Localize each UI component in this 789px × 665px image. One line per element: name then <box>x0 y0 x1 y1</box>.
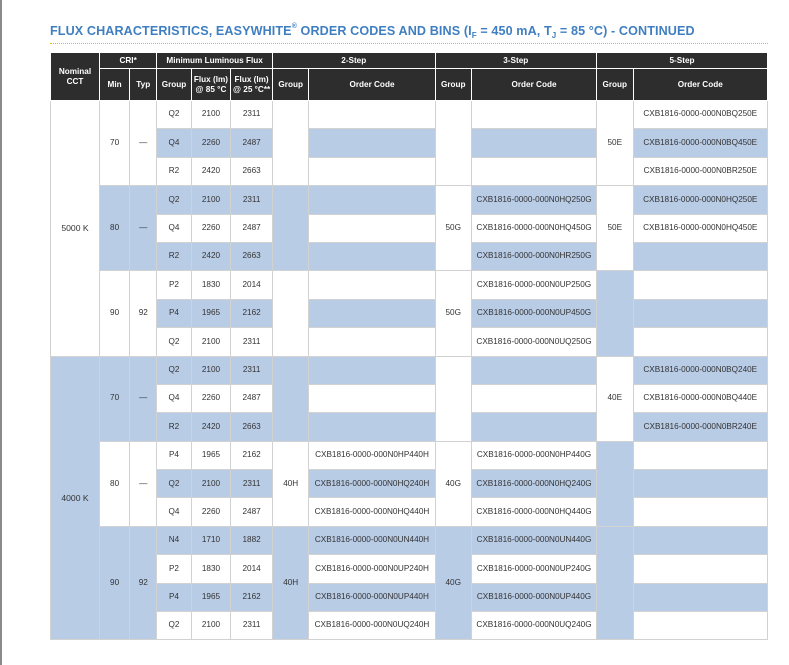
step5-code-cell: CXB1816-0000-000N0BR250E <box>633 157 768 185</box>
step5-code-cell: CXB1816-0000-000N0HQ250E <box>633 186 768 214</box>
flux-85-cell: 2420 <box>191 242 231 270</box>
flux-85-cell: 2100 <box>191 356 231 384</box>
step3-code-cell: CXB1816-0000-000N0UP450G <box>471 299 596 327</box>
step5-code-cell <box>633 498 768 526</box>
flux-group-cell: R2 <box>157 157 191 185</box>
flux-85-cell: 2100 <box>191 101 231 129</box>
flux-group-cell: Q4 <box>157 384 191 412</box>
page-frame-edge <box>0 0 2 665</box>
table-row <box>51 157 768 185</box>
flux-group-cell: P4 <box>157 441 191 469</box>
step2-group-cell <box>272 186 308 271</box>
header-3-step-order-code: Order Code <box>471 69 596 101</box>
step5-group-cell: 50E <box>597 101 633 186</box>
cri-typ-cell: — <box>130 356 157 441</box>
step5-code-cell <box>633 242 768 270</box>
cri-typ-cell: — <box>130 101 157 186</box>
flux-85-cell: 2260 <box>191 214 231 242</box>
step3-code-cell: CXB1816-0000-000N0HQ440G <box>471 498 596 526</box>
cri-min-cell: 90 <box>99 526 129 640</box>
header-5-step-order-code: Order Code <box>633 69 768 101</box>
step2-code-cell <box>309 299 435 327</box>
table-row <box>51 356 768 384</box>
page-title: FLUX CHARACTERISTICS, EASYWHITE® ORDER CODES AND BINS ($I_F = 450$ mA, $T_J = 85$ °C) - CONTINUED <box>50 23 695 40</box>
header-2-step-group: Group <box>272 69 308 101</box>
step5-code-cell <box>633 555 768 583</box>
step3-group-cell: 40G <box>435 526 471 640</box>
flux-25-cell: 2311 <box>231 328 273 356</box>
step2-code-cell: CXB1816-0000-000N0UP440H <box>309 583 435 611</box>
flux-group-cell: N4 <box>157 526 191 554</box>
step3-group-cell <box>435 356 471 441</box>
flux-25-cell: 2311 <box>231 470 273 498</box>
step2-code-cell: CXB1816-0000-000N0HP440H <box>309 441 435 469</box>
flux-group-cell: Q2 <box>157 612 191 640</box>
step2-code-cell: CXB1816-0000-000N0HQ240H <box>309 470 435 498</box>
step2-code-cell: CXB1816-0000-000N0UP240H <box>309 555 435 583</box>
step2-code-cell <box>309 271 435 299</box>
header-flux-85: Flux (lm) @ 85 °C <box>191 69 231 101</box>
step5-group-cell: 50E <box>597 186 633 271</box>
step3-code-cell: CXB1816-0000-000N0HQ450G <box>471 214 596 242</box>
flux-85-cell: 2100 <box>191 470 231 498</box>
flux-group-cell: Q2 <box>157 470 191 498</box>
step2-code-cell: CXB1816-0000-000N0UQ240H <box>309 612 435 640</box>
header-min: Min <box>99 69 129 101</box>
cri-typ-cell: — <box>130 186 157 271</box>
header-3-step-group: Group <box>435 69 471 101</box>
table-row <box>51 384 768 412</box>
step2-code-cell: CXB1816-0000-000N0HQ440H <box>309 498 435 526</box>
flux-25-cell: 2487 <box>231 384 273 412</box>
step5-group-cell <box>597 526 633 640</box>
header-group: Group <box>157 69 191 101</box>
table-row <box>51 186 768 214</box>
step3-code-cell <box>471 384 596 412</box>
header-nominal-cct: Nominal CCT <box>51 53 100 101</box>
table-row <box>51 498 768 526</box>
cri-min-cell: 80 <box>99 441 129 526</box>
flux-85-cell: 1965 <box>191 441 231 469</box>
step2-group-cell <box>272 271 308 356</box>
table-row <box>51 271 768 299</box>
step2-code-cell: CXB1816-0000-000N0UN440H <box>309 526 435 554</box>
flux-group-cell: Q4 <box>157 498 191 526</box>
header-2-step: 2-Step <box>272 53 435 69</box>
flux-85-cell: 2100 <box>191 328 231 356</box>
header-cri: CRI* <box>99 53 156 69</box>
step5-code-cell: CXB1816-0000-000N0BQ250E <box>633 101 768 129</box>
flux-85-cell: 1830 <box>191 271 231 299</box>
step5-code-cell: CXB1816-0000-000N0BQ440E <box>633 384 768 412</box>
table-row <box>51 129 768 157</box>
step2-code-cell <box>309 384 435 412</box>
step3-code-cell: CXB1816-0000-000N0HP440G <box>471 441 596 469</box>
step5-code-cell: CXB1816-0000-000N0BR240E <box>633 413 768 441</box>
flux-group-cell: R2 <box>157 242 191 270</box>
flux-25-cell: 2663 <box>231 413 273 441</box>
step3-group-cell <box>435 101 471 186</box>
step2-code-cell <box>309 186 435 214</box>
header-5-step-group: Group <box>597 69 633 101</box>
flux-25-cell: 2487 <box>231 129 273 157</box>
table-row <box>51 328 768 356</box>
flux-85-cell: 1965 <box>191 583 231 611</box>
flux-group-cell: P2 <box>157 271 191 299</box>
header-typ: Typ <box>130 69 157 101</box>
step3-code-cell: CXB1816-0000-000N0HQ240G <box>471 470 596 498</box>
flux-group-cell: Q4 <box>157 214 191 242</box>
title-rule <box>50 43 768 44</box>
step2-group-cell <box>272 101 308 186</box>
cri-min-cell: 90 <box>99 271 129 356</box>
table-row <box>51 526 768 554</box>
flux-25-cell: 2014 <box>231 555 273 583</box>
step3-group-cell: 50G <box>435 271 471 356</box>
header-2-step-order-code: Order Code <box>309 69 435 101</box>
step2-group-cell: 40H <box>272 441 308 526</box>
flux-group-cell: Q2 <box>157 328 191 356</box>
flux-85-cell: 1965 <box>191 299 231 327</box>
step5-code-cell: CXB1816-0000-000N0HQ450E <box>633 214 768 242</box>
table-row <box>51 612 768 640</box>
step3-code-cell <box>471 129 596 157</box>
flux-group-cell: P4 <box>157 583 191 611</box>
flux-25-cell: 2162 <box>231 583 273 611</box>
step5-code-cell <box>633 441 768 469</box>
step2-code-cell <box>309 129 435 157</box>
step3-code-cell: CXB1816-0000-000N0UP440G <box>471 583 596 611</box>
flux-group-cell: Q2 <box>157 356 191 384</box>
flux-group-cell: R2 <box>157 413 191 441</box>
flux-85-cell: 2260 <box>191 498 231 526</box>
flux-group-cell: P2 <box>157 555 191 583</box>
step3-code-cell: CXB1816-0000-000N0UP240G <box>471 555 596 583</box>
step5-group-cell: 40E <box>597 356 633 441</box>
flux-85-cell: 2420 <box>191 157 231 185</box>
header-min-flux: Minimum Luminous Flux <box>157 53 273 69</box>
step2-code-cell <box>309 328 435 356</box>
flux-25-cell: 2663 <box>231 242 273 270</box>
cct-cell: 5000 K <box>51 101 100 357</box>
flux-group-cell: Q2 <box>157 186 191 214</box>
step5-code-cell: CXB1816-0000-000N0BQ450E <box>633 129 768 157</box>
table-row <box>51 214 768 242</box>
flux-25-cell: 2311 <box>231 186 273 214</box>
step2-code-cell <box>309 214 435 242</box>
step5-group-cell <box>597 441 633 526</box>
flux-25-cell: 2311 <box>231 356 273 384</box>
step2-group-cell <box>272 356 308 441</box>
step2-code-cell <box>309 356 435 384</box>
step5-code-cell <box>633 583 768 611</box>
cri-min-cell: 80 <box>99 186 129 271</box>
cri-min-cell: 70 <box>99 101 129 186</box>
flux-group-cell: Q4 <box>157 129 191 157</box>
step5-code-cell <box>633 299 768 327</box>
step3-code-cell: CXB1816-0000-000N0HQ250G <box>471 186 596 214</box>
table-row <box>51 441 768 469</box>
header-3-step: 3-Step <box>435 53 597 69</box>
step2-code-cell <box>309 157 435 185</box>
step3-code-cell: CXB1816-0000-000N0UQ240G <box>471 612 596 640</box>
cct-cell: 4000 K <box>51 356 100 640</box>
flux-group-cell: P4 <box>157 299 191 327</box>
step2-group-cell: 40H <box>272 526 308 640</box>
step3-code-cell <box>471 157 596 185</box>
step3-code-cell <box>471 413 596 441</box>
flux-25-cell: 2311 <box>231 101 273 129</box>
table-row <box>51 242 768 270</box>
flux-85-cell: 2100 <box>191 186 231 214</box>
table-row <box>51 413 768 441</box>
step3-code-cell <box>471 101 596 129</box>
flux-table <box>50 52 768 640</box>
cri-min-cell: 70 <box>99 356 129 441</box>
flux-25-cell: 2663 <box>231 157 273 185</box>
flux-85-cell: 2100 <box>191 612 231 640</box>
flux-25-cell: 1882 <box>231 526 273 554</box>
flux-25-cell: 2487 <box>231 214 273 242</box>
flux-25-cell: 2487 <box>231 498 273 526</box>
cri-typ-cell: 92 <box>130 271 157 356</box>
table-row <box>51 299 768 327</box>
table-row <box>51 470 768 498</box>
step3-group-cell: 50G <box>435 186 471 271</box>
step5-code-cell: CXB1816-0000-000N0BQ240E <box>633 356 768 384</box>
table-row <box>51 101 768 129</box>
cri-typ-cell: — <box>130 441 157 526</box>
flux-85-cell: 1710 <box>191 526 231 554</box>
table-row <box>51 555 768 583</box>
flux-25-cell: 2311 <box>231 612 273 640</box>
flux-85-cell: 1830 <box>191 555 231 583</box>
flux-85-cell: 2260 <box>191 129 231 157</box>
step2-code-cell <box>309 101 435 129</box>
flux-25-cell: 2162 <box>231 299 273 327</box>
step5-code-cell <box>633 271 768 299</box>
header-5-step: 5-Step <box>597 53 768 69</box>
step3-code-cell: CXB1816-0000-000N0UP250G <box>471 271 596 299</box>
flux-85-cell: 2420 <box>191 413 231 441</box>
step2-code-cell <box>309 413 435 441</box>
step3-code-cell: CXB1816-0000-000N0HR250G <box>471 242 596 270</box>
step5-code-cell <box>633 470 768 498</box>
step5-code-cell <box>633 328 768 356</box>
header-flux-25: Flux (lm) @ 25 °C** <box>231 69 273 101</box>
step5-code-cell <box>633 526 768 554</box>
flux-85-cell: 2260 <box>191 384 231 412</box>
step3-code-cell: CXB1816-0000-000N0UN440G <box>471 526 596 554</box>
step5-group-cell <box>597 271 633 356</box>
step2-code-cell <box>309 242 435 270</box>
step5-code-cell <box>633 612 768 640</box>
flux-group-cell: Q2 <box>157 101 191 129</box>
flux-25-cell: 2162 <box>231 441 273 469</box>
table-row <box>51 583 768 611</box>
step3-code-cell <box>471 356 596 384</box>
step3-code-cell: CXB1816-0000-000N0UQ250G <box>471 328 596 356</box>
cri-typ-cell: 92 <box>130 526 157 640</box>
step3-group-cell: 40G <box>435 441 471 526</box>
flux-25-cell: 2014 <box>231 271 273 299</box>
